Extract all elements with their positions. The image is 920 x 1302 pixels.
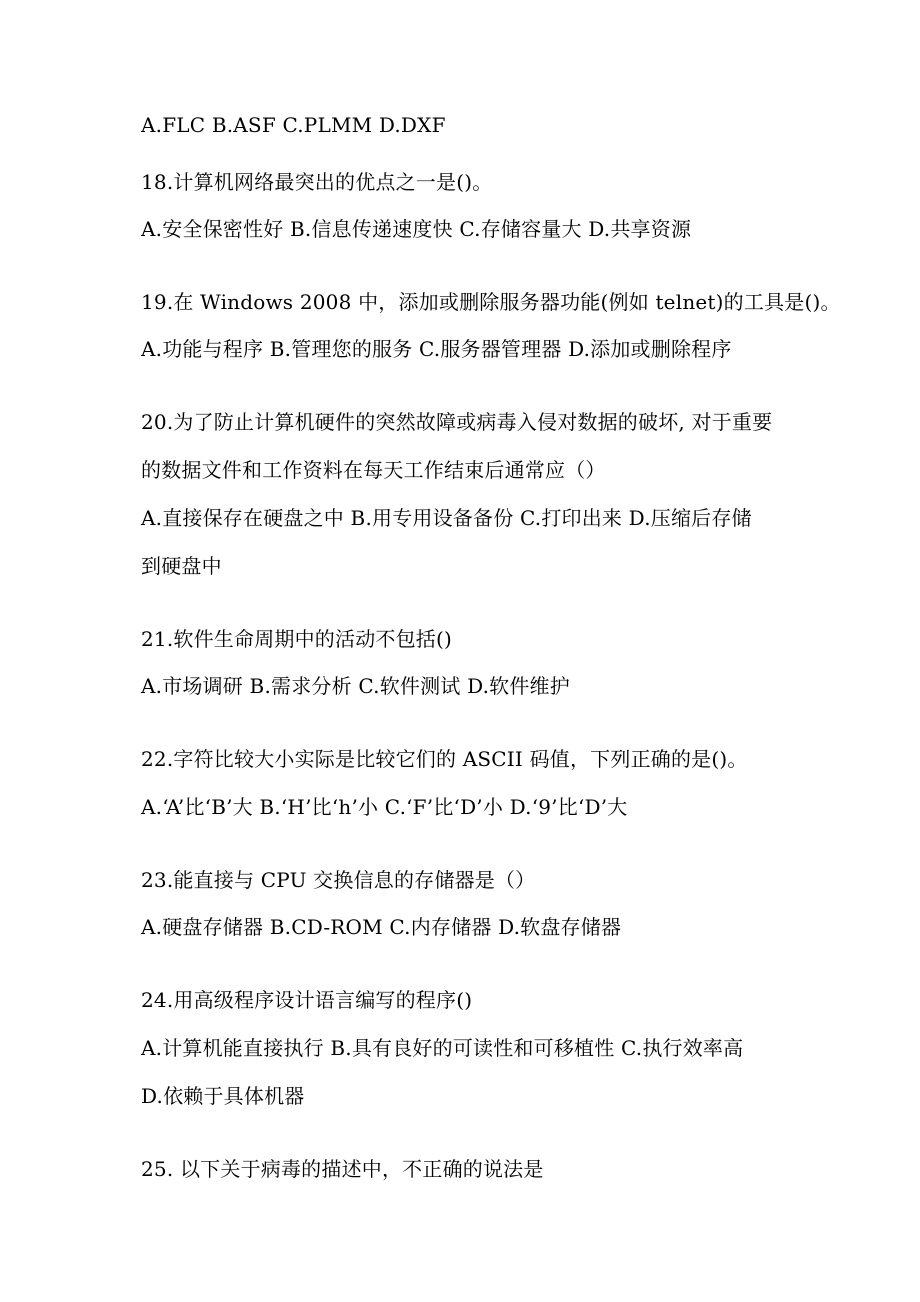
q25-question: 25. 以下关于病毒的描述中，不正确的说法是 <box>141 1157 544 1181</box>
q18-options: A.安全保密性好 B.信息传递速度快 C.存储容量大 D.共享资源 <box>141 217 692 241</box>
q22-question: 22.字符比较大小实际是比较它们的 ASCII 码值，下列正确的是()。 <box>141 747 748 771</box>
q24-options-line1: A.计算机能直接执行 B.具有良好的可读性和可移植性 C.执行效率高 <box>141 1036 744 1060</box>
q24-question: 24.用高级程序设计语言编写的程序() <box>141 988 473 1012</box>
q20-question-line1: 20.为了防止计算机硬件的突然故障或病毒入侵对数据的破坏, 对于重要 <box>141 410 773 434</box>
q22-options: A.‘A’比‘B’大 B.‘H’比‘h’小 C.‘F’比‘D’小 D.‘9’比‘D’大 <box>141 795 628 819</box>
q19-question: 19.在 Windows 2008 中，添加或删除服务器功能(例如 telnet)的工具是()。 <box>141 290 841 314</box>
q20-question-line2: 的数据文件和工作资料在每天工作结束后通常应（） <box>141 458 606 482</box>
q23-options: A.硬盘存储器 B.CD-ROM C.内存储器 D.软盘存储器 <box>141 915 622 939</box>
q23-question: 23.能直接与 CPU 交换信息的存储器是（） <box>141 868 536 892</box>
q18-question: 18.计算机网络最突出的优点之一是()。 <box>141 170 493 194</box>
q20-options-line2: 到硬盘中 <box>141 554 222 578</box>
q19-options: A.功能与程序 B.管理您的服务 C.服务器管理器 D.添加或删除程序 <box>141 337 732 361</box>
q20-options-line1: A.直接保存在硬盘之中 B.用专用设备备份 C.打印出来 D.压缩后存储 <box>141 506 752 530</box>
q21-options: A.市场调研 B.需求分析 C.软件测试 D.软件维护 <box>141 674 570 698</box>
q21-question: 21.软件生命周期中的活动不包括() <box>141 627 453 651</box>
q17-options: A.FLC B.ASF C.PLMM D.DXF <box>141 113 446 137</box>
q24-options-line2: D.依赖于具体机器 <box>141 1084 305 1108</box>
